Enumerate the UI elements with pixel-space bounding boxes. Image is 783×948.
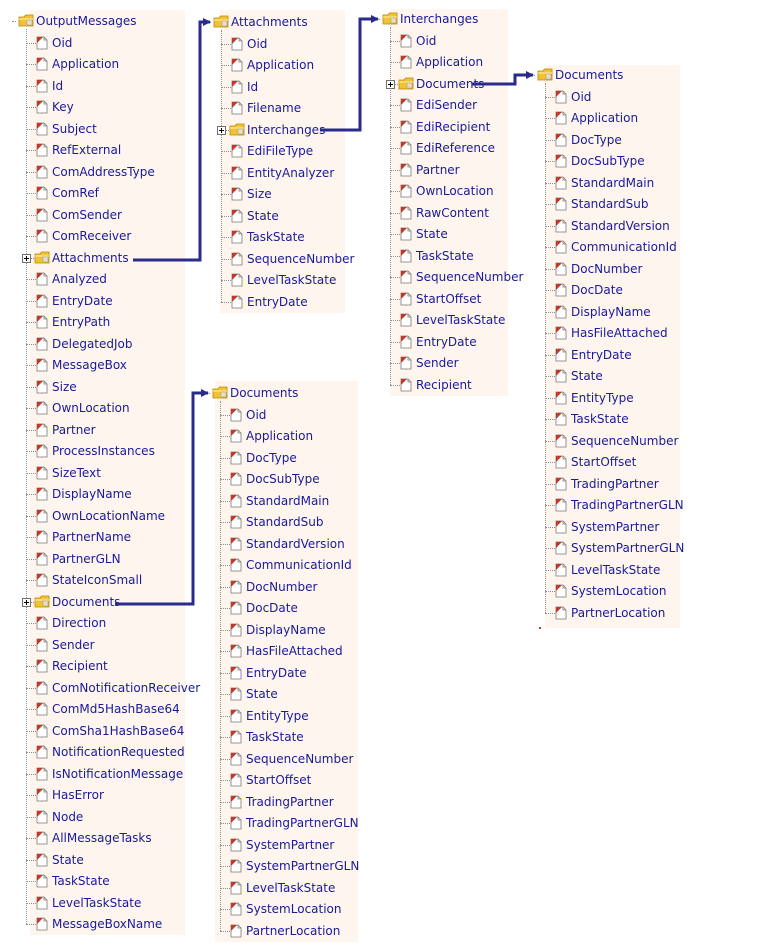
node-label: CommunicationId [571, 240, 677, 254]
node-label: TaskState [571, 412, 629, 426]
node-label: DocDate [246, 601, 298, 615]
node-label: StandardSub [246, 515, 324, 529]
node-label: DocType [571, 132, 622, 147]
node-label: LevelTaskState [247, 273, 337, 287]
node-label: Subject [52, 121, 97, 136]
node-label: PartnerLocation [571, 605, 666, 620]
node-label: MessageBox [52, 358, 127, 372]
node-label: LevelTaskState [246, 880, 336, 895]
node-label: ComRef [52, 186, 99, 200]
node-label: PartnerGLN [52, 551, 121, 566]
node-label: Recipient [416, 377, 472, 392]
node-label: TaskState [246, 730, 304, 744]
node-label: EntryDate [416, 334, 477, 349]
node-label: Id [247, 79, 259, 94]
node-label: DocNumber [246, 579, 318, 594]
node-label: TradingPartnerGLN [571, 498, 684, 512]
node-label: Attachments [231, 15, 308, 29]
node-label: OutputMessages [36, 14, 137, 28]
node-label: RefExternal [52, 143, 122, 157]
node-label: StartOffset [246, 773, 312, 787]
node-label: State [246, 687, 278, 701]
node-label: EntryDate [52, 293, 113, 308]
node-label: State [52, 852, 84, 867]
node-label: Oid [52, 35, 73, 50]
node-label: RawContent [416, 205, 489, 220]
node-label: StandardMain [246, 493, 330, 508]
node-label: Oid [247, 36, 268, 51]
node-label: State [416, 227, 448, 241]
node-label: Oid [246, 407, 267, 422]
node-label: Recipient [52, 659, 108, 673]
node-label: LevelTaskState [416, 313, 506, 327]
node-label: DocSubType [246, 472, 320, 486]
node-label: StartOffset [571, 455, 637, 469]
node-label: SystemPartner [571, 519, 660, 534]
node-label: DisplayName [52, 487, 132, 501]
node-label: MessageBoxName [52, 917, 163, 931]
node-label: Size [247, 187, 272, 201]
node-label: Application [246, 429, 314, 443]
node-label: PartnerName [52, 530, 132, 544]
node-label: Partner [416, 162, 460, 177]
node-label: EntityType [571, 390, 634, 405]
node-label: Key [52, 100, 74, 114]
node-label: DisplayName [571, 304, 651, 319]
node-label: EdiSender [416, 98, 478, 112]
node-label: LevelTaskState [52, 895, 142, 910]
node-label: TaskState [416, 248, 474, 263]
node-label: NotificationRequested [52, 745, 185, 759]
node-label: OwnLocationName [52, 508, 166, 523]
node-label: SystemLocation [246, 902, 342, 916]
node-label: Oid [416, 33, 437, 48]
node-label: Application [416, 55, 484, 69]
node-label: DelegatedJob [52, 336, 133, 351]
node-label: ProcessInstances [52, 444, 155, 458]
node-label: CommunicationId [246, 558, 352, 572]
node-label: DocSubType [571, 154, 645, 168]
node-label: DocDate [571, 283, 623, 297]
node-label: HasError [52, 788, 104, 802]
node-label: EdiRecipient [416, 119, 491, 134]
connector-attachments [133, 22, 210, 260]
node-label: Documents [416, 76, 485, 91]
node-label: SystemLocation [571, 584, 667, 598]
node-label: Application [247, 58, 315, 72]
node-label: EntityType [246, 708, 309, 723]
node-label: Sender [52, 637, 95, 652]
node-label: TaskState [52, 874, 110, 888]
node-label: ComSender [52, 207, 122, 222]
node-label: EntryDate [246, 665, 307, 680]
node-label: EntryPath [52, 315, 111, 329]
node-label: PartnerLocation [246, 923, 341, 938]
node-label: State [571, 369, 603, 383]
node-label: SystemPartnerGLN [571, 541, 685, 555]
node-label: Id [52, 78, 64, 93]
node-label: ComReceiver [52, 229, 132, 243]
node-label: EdiReference [416, 141, 495, 155]
node-label: StateIconSmall [52, 573, 143, 587]
node-label: SequenceNumber [416, 270, 524, 284]
connector-documents-right [472, 75, 533, 84]
node-label: ComMd5HashBase64 [52, 702, 180, 716]
node-label: EntityAnalyzer [247, 165, 335, 180]
node-label: StandardVersion [246, 536, 345, 551]
node-label: DocNumber [571, 261, 643, 276]
node-label: Interchanges [400, 12, 479, 26]
node-label: TradingPartner [246, 794, 334, 809]
node-label: Size [52, 379, 77, 394]
node-label: SizeText [52, 465, 101, 480]
node-label: Filename [247, 101, 302, 115]
node-label: ComNotificationReceiver [52, 680, 201, 695]
node-label: DisplayName [246, 622, 326, 637]
node-label: OwnLocation [416, 184, 494, 198]
node-label: LevelTaskState [571, 562, 661, 577]
node-label: ComAddressType [52, 164, 155, 179]
connector-documents-bottom [115, 393, 208, 604]
node-label: Oid [571, 89, 592, 104]
node-label: SequenceNumber [246, 751, 354, 766]
node-label: Attachments [52, 250, 129, 265]
node-label: HasFileAttached [246, 644, 343, 658]
node-label: Application [571, 111, 639, 125]
node-label: DocType [246, 450, 297, 465]
node-label: StartOffset [416, 291, 482, 306]
node-label: Documents [230, 386, 299, 400]
node-label: Application [52, 57, 120, 71]
node-label: TradingPartnerGLN [246, 816, 359, 830]
node-label: Direction [52, 616, 107, 630]
node-label: TradingPartner [571, 476, 659, 491]
node-label: Documents [555, 68, 624, 82]
node-label: SystemPartner [246, 837, 335, 852]
node-label: AllMessageTasks [52, 831, 152, 845]
node-label: EntryDate [571, 347, 632, 362]
connector-interchanges [320, 19, 378, 130]
node-label: Sender [416, 356, 459, 370]
node-label: Interchanges [247, 122, 326, 137]
node-label: StandardSub [571, 197, 649, 211]
node-label: IsNotificationMessage [52, 766, 184, 781]
node-label: StandardMain [571, 175, 655, 190]
node-label: EntryDate [247, 294, 308, 309]
node-label: EdiFileType [247, 144, 314, 158]
node-label: ComSha1HashBase64 [52, 723, 185, 738]
node-label: Node [52, 809, 84, 824]
node-label: SequenceNumber [247, 251, 355, 266]
node-label: State [247, 208, 279, 223]
node-label: StandardVersion [571, 218, 670, 233]
node-label: Partner [52, 422, 96, 437]
node-label: SystemPartnerGLN [246, 859, 360, 873]
node-label: SequenceNumber [571, 433, 679, 448]
node-label: Documents [52, 594, 121, 609]
node-label: OwnLocation [52, 401, 130, 415]
node-label: Analyzed [52, 272, 107, 286]
node-label: HasFileAttached [571, 326, 668, 340]
node-label: TaskState [247, 230, 305, 244]
